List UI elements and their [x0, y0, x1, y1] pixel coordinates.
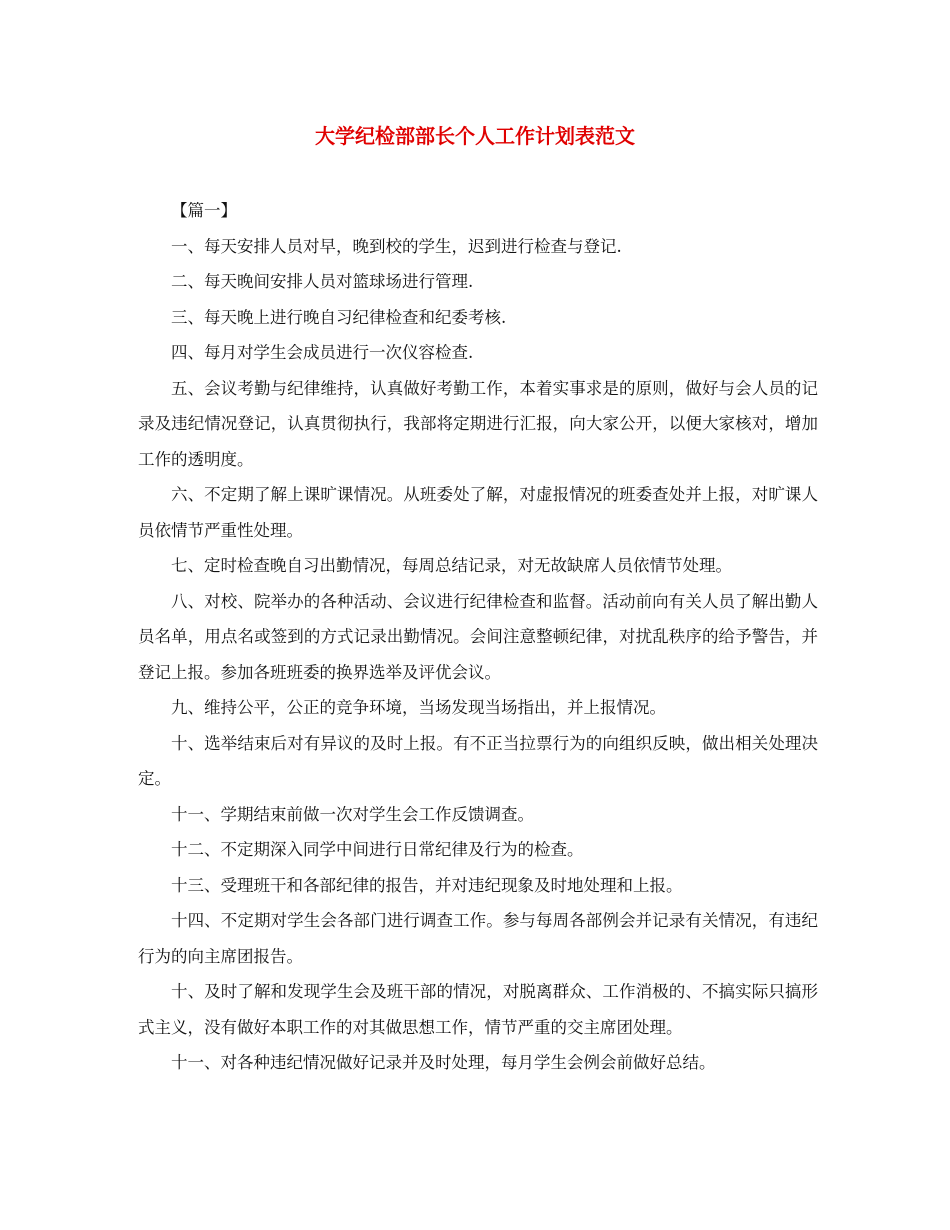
- paragraph: 二、每天晚间安排人员对篮球场进行管理.: [171, 272, 474, 291]
- paragraph: 十三、受理班干和各部纪律的报告，并对违纪现象及时地处理和上报。: [171, 875, 683, 895]
- paragraph: 六、不定期了解上课旷课情况。从班委处了解，对虚报情况的班委查处并上报，对旷课人员依情节严重性处理。: [138, 485, 818, 540]
- document-title: 大学纪检部部长个人工作计划表范文: [315, 124, 635, 148]
- paragraph: 一、每天安排人员对早，晚到校的学生，迟到进行检查与登记.: [171, 236, 622, 256]
- paragraph: 十、及时了解和发现学生会及班干部的情况，对脱离群众、工作消极的、不搞实际只搞形式主义，没有做好本职工作的对其做思想工作，情节严重的交主席团处理。: [138, 982, 818, 1037]
- paragraph: 十四、不定期对学生会各部门进行调查工作。参与每周各部例会并记录有关情况，有违纪行为的向主席团报告。: [138, 911, 818, 966]
- paragraph: 九、维持公平，公正的竞争环境，当场发现当场指出，并上报情况。: [171, 698, 666, 717]
- paragraph: 七、定时检查晚自习出勤情况，每周总结记录，对无故缺席人员依情节处理。: [171, 556, 732, 575]
- paragraph: 十一、学期结束前做一次对学生会工作反馈调查。: [171, 804, 534, 824]
- paragraph: 十二、不定期深入同学中间进行日常纪律及行为的检查。: [171, 840, 584, 859]
- paragraph: 十、选举结束后对有异议的及时上报。有不正当拉票行为的向组织反映，做出相关处理决定。: [138, 733, 818, 788]
- paragraph: 五、会议考勤与纪律维持，认真做好考勤工作，本着实事求是的原则，做好与会人员的记录及违纪情况登记，认真贯彻执行，我部将定期进行汇报，向大家公开，以便大家核对，增加工作的透明度。: [138, 378, 818, 469]
- document-body: [138, 193, 818, 1081]
- paragraph: 八、对校、院举办的各种活动、会议进行纪律检查和监督。活动前向有关人员了解出勤人员名单，用点名或签到的方式记录出勤情况。会间注意整顿纪律，对扰乱秩序的给予警告，并登记上报。参加各班班委的换界选举及评优会议。: [138, 591, 818, 682]
- paragraph: 四、每月对学生会成员进行一次仪容检查.: [171, 343, 474, 362]
- section-heading: 【篇一】: [171, 201, 237, 220]
- paragraph: 十一、对各种违纪情况做好记录并及时处理，每月学生会例会前做好总结。: [171, 1053, 716, 1072]
- paragraph: 三、每天晚上进行晚自习纪律检查和纪委考核.: [171, 307, 507, 327]
